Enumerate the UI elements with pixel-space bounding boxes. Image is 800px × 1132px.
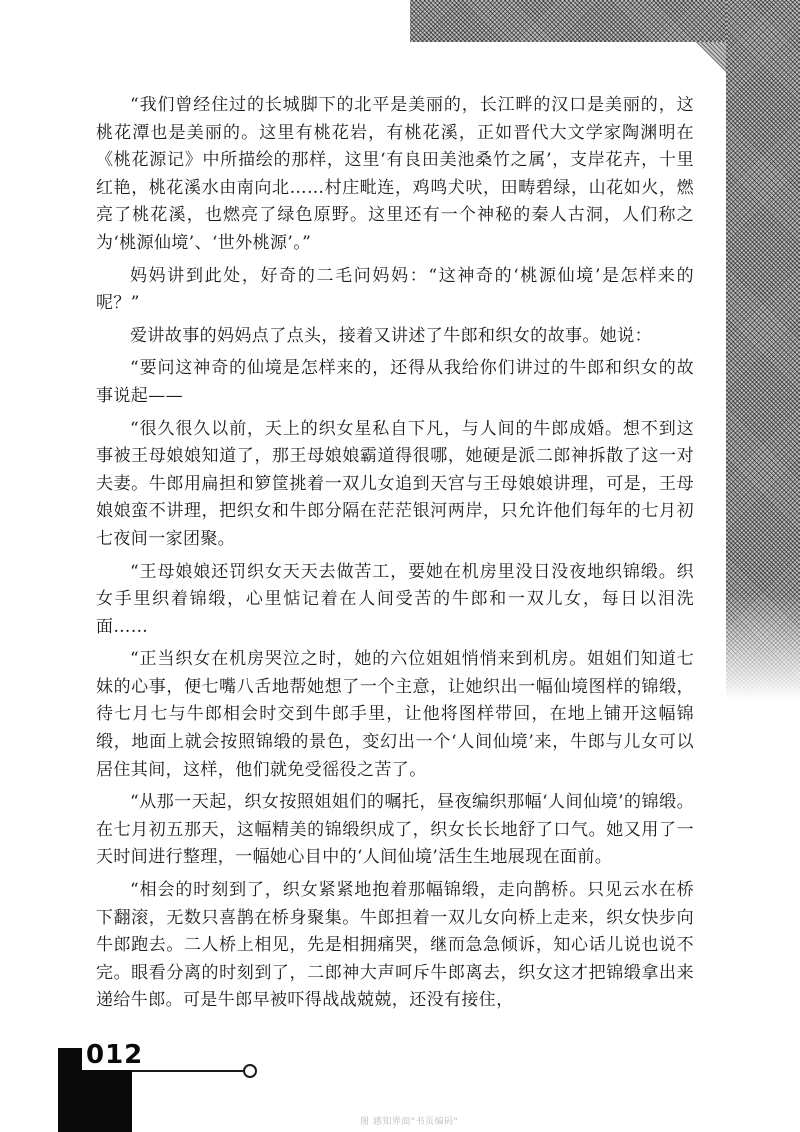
paragraph: “从那一天起，织女按照姐姐们的嘱托，昼夜编织那幅‘人间仙境’的锦缎。在七月初五那天，这幅精美的锦缎织成了，织女长长地舒了口气。她又用了一天时间进行整理，一幅她心目中的‘人间仙境’活生生地展现在面前。	[96, 792, 694, 868]
paragraph: 爱讲故事的妈妈点了点头，接着又讲述了牛郎和织女的故事。她说：	[130, 325, 652, 346]
page-number: 012	[82, 1040, 147, 1070]
paragraph: “王母娘娘还罚织女天天去做苦工，要她在机房里没日没夜地织锦缎。织女手里织着锦缎，心里惦记着在人间受苦的牛郎和一双儿女，每日以泪洗面……	[96, 561, 694, 637]
paragraph: “相会的时刻到了，织女紧紧地抱着那幅锦缎，走向鹊桥。只见云水在桥下翻滚，无数只喜鹊在桥身聚集。牛郎担着一双儿女向桥上走来，织女快步向牛郎跑去。二人桥上相见，先是相拥痛哭，继而急急倾诉，知心话儿说也说不完。眼看分离的时刻到了，二郎神大声呵斥牛郎离去，织女这才把锦缎拿出来递给牛郎。可是牛郎早被吓得战战兢兢，还没有接住，	[96, 880, 694, 1011]
paragraph: 妈妈讲到此处，好奇的二毛问妈妈：“这神奇的‘桃源仙境’是怎样来的呢？”	[96, 265, 694, 314]
scan-watermark: 图 感知界面"书页编码"	[360, 1117, 459, 1127]
paragraph: “正当织女在机房哭泣之时，她的六位姐姐悄悄来到机房。姐姐们知道七妹的心事，便七嘴八舌地帮她想了一个主意，让她织出一幅仙境图样的锦缎，待七月七与牛郎相会时交到牛郎手里，让他将图样带回，在地上铺开这幅锦缎，地面上就会按照锦缎的景色，变幻出一个‘人间仙境’来，牛郎与儿女可以居住其间，这样，他们就免受徭役之苦了。	[96, 649, 694, 780]
paragraph: “很久很久以前，天上的织女星私自下凡，与人间的牛郎成婚。想不到这事被王母娘娘知道了，那王母娘娘霸道得很哪，她硬是派二郎神拆散了这一对夫妻。牛郎用扁担和箩筐挑着一双儿女追到天宫与王母娘娘讲理，可是，王母娘娘蛮不讲理，把织女和牛郎分隔在茫茫银河两岸，只允许他们每年的七月初七夜间一家团聚。	[96, 418, 694, 549]
scan-shadow-right	[726, 0, 800, 700]
footer-rule	[132, 1070, 244, 1072]
paragraph: “我们曾经住过的长城脚下的北平是美丽的，长江畔的汉口是美丽的，这桃花潭也是美丽的。这里有桃花岩，有桃花溪，正如晋代大文学家陶渊明在《桃花源记》中所描绘的那样，这里‘有良田美池桑竹之属’，支岸花卉，十里红艳，桃花溪水由南向北……村庄毗连，鸡鸣犬吠，田畴碧绿，山花如火，燃亮了桃花溪，也燃亮了绿色原野。这里还有一个神秘的秦人古洞，人们称之为‘桃源仙境’、‘世外桃源’。”	[96, 95, 694, 253]
footer-circle-ornament	[243, 1064, 257, 1078]
scan-shadow-corner	[696, 42, 726, 72]
body-text	[96, 92, 694, 1020]
paragraph: “要问这神奇的仙境是怎样来的，还得从我给你们讲过的牛郎和织女的故事说起——	[96, 358, 694, 406]
